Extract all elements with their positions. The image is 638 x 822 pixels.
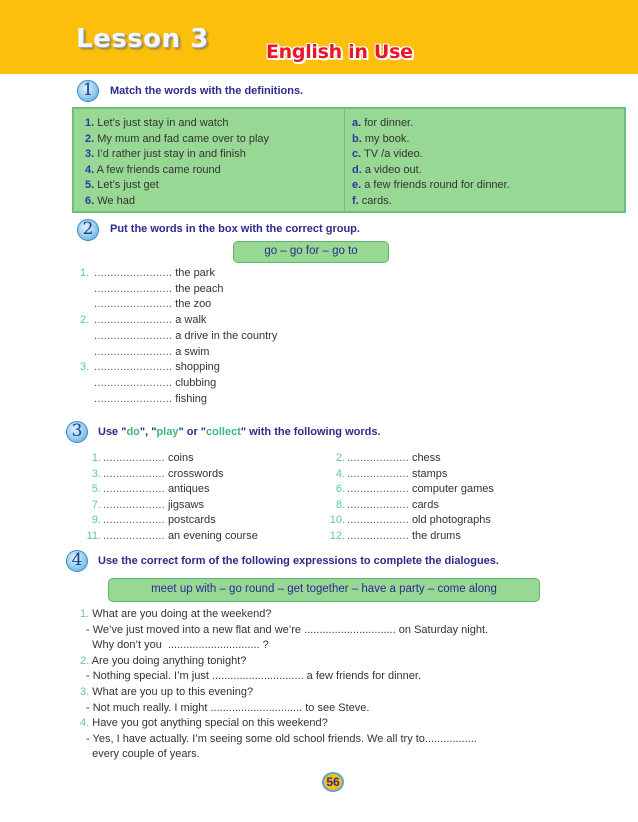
group-number: 2. [80,314,90,327]
answer-blank: ................... [347,498,409,511]
match-item [352,147,510,163]
word-text: computer games [411,483,494,496]
group-item: the park [175,267,215,279]
lesson-title: Lesson 3 [76,24,209,54]
match-item-key: 4. [85,163,95,176]
group-item: shopping [175,361,220,374]
match-item-text: A few friends came round [96,163,221,176]
answer-blank: ................... [347,514,409,527]
match-item-key: 2. [85,132,95,145]
match-item-key: b. [352,132,362,145]
group-line [80,266,215,282]
answer-blank: ................... [347,483,409,496]
match-item-key: c. [352,148,362,160]
answer-blank: ........................ [94,282,173,295]
dialogue-text: - Not much really. I might .............................. to see Steve. [86,701,370,714]
dialogue-text: - Yes, I have actually. I’m seeing some old school friends. We all try to................. [86,732,477,745]
match-item [85,194,269,210]
group-item: fishing [175,392,208,405]
answer-blank: ................... [103,514,165,527]
word-text: coins [167,452,194,464]
word-item [326,529,461,545]
dialogue-line [86,747,200,763]
match-item-key: d. [352,163,362,176]
match-item [85,178,269,194]
exercise-4-badge: 4 [66,550,88,572]
dialogue-text: - Nothing special. I’m just .............................. a few friends for dinner. [86,670,422,683]
word-text: old photographs [411,514,491,527]
match-item-key: f. [352,194,359,207]
answer-blank: ................... [103,498,165,511]
group-item: the peach [175,282,224,295]
word-item [326,482,494,498]
instruction-text: Use " [98,426,127,438]
unit-title: English in Use [266,41,413,63]
match-item-text: TV /a video. [364,148,423,160]
dialogue-line [80,607,271,623]
word-item [326,467,447,483]
match-item-text: My mum and fad came over to play [97,132,270,145]
item-number: 7. [91,498,101,511]
word-box-ex2: go – go for – go to [233,241,389,263]
match-item [85,116,269,132]
answer-blank: ........................ [94,361,173,374]
instruction-text: " with the following words. [240,426,381,438]
word-text: antiques [167,483,210,496]
dialogue-text: - We’ve just moved into a new flat and we’re .............................. on Saturday night. [86,623,489,636]
match-item [352,194,510,210]
match-item-key: e. [352,179,362,191]
dialogue-text: every couple of years. [86,748,200,761]
word-text: stamps [411,467,448,480]
match-right-column [352,116,510,209]
word-box-ex4: meet up with – go round – get together – have a party – come along [108,578,540,602]
dialogue-line [80,654,246,670]
page-number: 56 [322,772,344,792]
dialogue-number: 3. [80,686,90,698]
word-item [326,513,491,529]
match-item [352,163,510,179]
match-left-column [85,116,269,209]
answer-blank: ........................ [94,267,173,279]
word-item [82,467,224,483]
answer-blank: ................... [347,467,409,480]
word-text: crosswords [167,467,224,480]
answer-blank: ........................ [94,298,173,311]
match-item-text: We had [97,194,135,207]
answer-blank: ................... [347,452,409,464]
match-item-key: 3. [85,148,95,160]
match-item-key: 5. [85,179,95,191]
match-item [352,178,510,194]
word-item [326,451,441,467]
match-item [352,116,510,132]
dialogue-text: What are you up to this evening? [92,686,254,698]
item-number: 2. [335,452,345,464]
dialogue-line [86,623,488,639]
dialogue-number: 4. [80,717,90,730]
answer-blank: ........................ [94,392,173,405]
instruction-keyword: play [156,426,179,438]
match-item-text: for dinner. [364,117,414,129]
item-number: 9. [91,514,101,527]
dialogue-number: 1. [80,608,90,620]
dialogue-text: Why don’t you .............................. ? [86,639,269,652]
word-text: cards [411,498,439,511]
exercise-3-badge: 3 [66,421,88,443]
answer-blank: ................... [103,452,165,464]
match-item [85,147,269,163]
match-item-text: a video out. [364,163,422,176]
match-item-key: a. [352,117,362,129]
match-divider [344,109,345,211]
answer-blank: ........................ [94,376,173,389]
item-number: 5. [91,483,101,496]
word-text: an evening course [167,530,258,542]
word-item [326,498,439,514]
group-item: the zoo [175,298,212,311]
group-line [80,313,206,329]
dialogue-line [86,669,421,685]
match-item-text: Let’s just get [97,179,159,191]
dialogue-text: Are you doing anything tonight? [91,654,247,667]
match-item-key: 1. [85,117,95,129]
word-item [82,451,194,467]
dialogue-number: 2. [80,654,90,667]
answer-blank: ................... [103,530,165,542]
answer-blank: ........................ [94,314,173,327]
dialogue-line [86,638,269,654]
instruction-text: ", " [139,426,157,438]
match-item [85,163,269,179]
item-number: 6. [335,483,345,496]
item-number: 1. [91,452,101,464]
group-item: clubbing [175,376,217,389]
word-item [82,498,204,514]
dialogue-line [80,685,253,701]
match-item-text: Let’s just stay in and watch [97,117,229,129]
match-item [352,132,510,148]
instruction-keyword: do [126,426,140,438]
dialogue-line [86,701,369,717]
match-box [72,107,626,213]
match-item-text: a few friends round for dinner. [364,179,510,191]
group-line [80,329,277,345]
group-line [80,282,224,298]
exercise-2-instruction: Put the words in the box with the correct group. [110,223,360,235]
answer-blank: ................... [103,467,165,480]
word-text: postcards [167,514,216,527]
exercise-1-badge: 1 [77,80,99,102]
instruction-text: " or " [178,426,207,438]
match-item-text: I’d rather just stay in and finish [97,148,246,160]
word-text: chess [411,452,441,464]
group-line [80,345,209,361]
word-text: the drums [411,530,461,542]
dialogue-line [80,716,328,732]
dialogue-text: What are you doing at the weekend? [92,608,272,620]
item-number: 3. [91,467,101,480]
word-text: jigsaws [167,498,205,511]
instruction-keyword: collect [206,426,241,438]
group-item: a swim [175,345,210,358]
word-item [82,482,210,498]
dialogue-text: Have you got anything special on this weekend? [92,717,328,730]
exercise-4-instruction: Use the correct form of the following expressions to complete the dialogues. [98,555,499,567]
group-line [80,392,207,408]
word-item [82,513,216,529]
exercise-3-instruction [98,426,381,438]
page-header [0,0,638,74]
item-number: 8. [335,498,345,511]
answer-blank: ................... [347,530,409,542]
match-item-text: my book. [364,132,410,145]
item-number: 12. [329,530,345,542]
group-number: 3. [80,361,90,374]
group-number: 1. [80,267,90,279]
group-item: a walk [175,314,207,327]
exercise-2-badge: 2 [77,219,99,241]
match-item-text: cards. [361,194,392,207]
group-line [80,360,220,376]
item-number: 11. [86,530,101,542]
item-number: 4. [335,467,345,480]
item-number: 10. [329,514,345,527]
group-item: a drive in the country [175,329,278,342]
answer-blank: ................... [103,483,165,496]
answer-blank: ........................ [94,345,173,358]
group-line [80,376,216,392]
dialogue-line [86,732,477,748]
exercise-1-instruction: Match the words with the definitions. [110,85,304,97]
answer-blank: ........................ [94,329,173,342]
match-item [85,132,269,148]
word-item [82,529,258,545]
group-line [80,297,211,313]
match-item-key: 6. [85,194,95,207]
